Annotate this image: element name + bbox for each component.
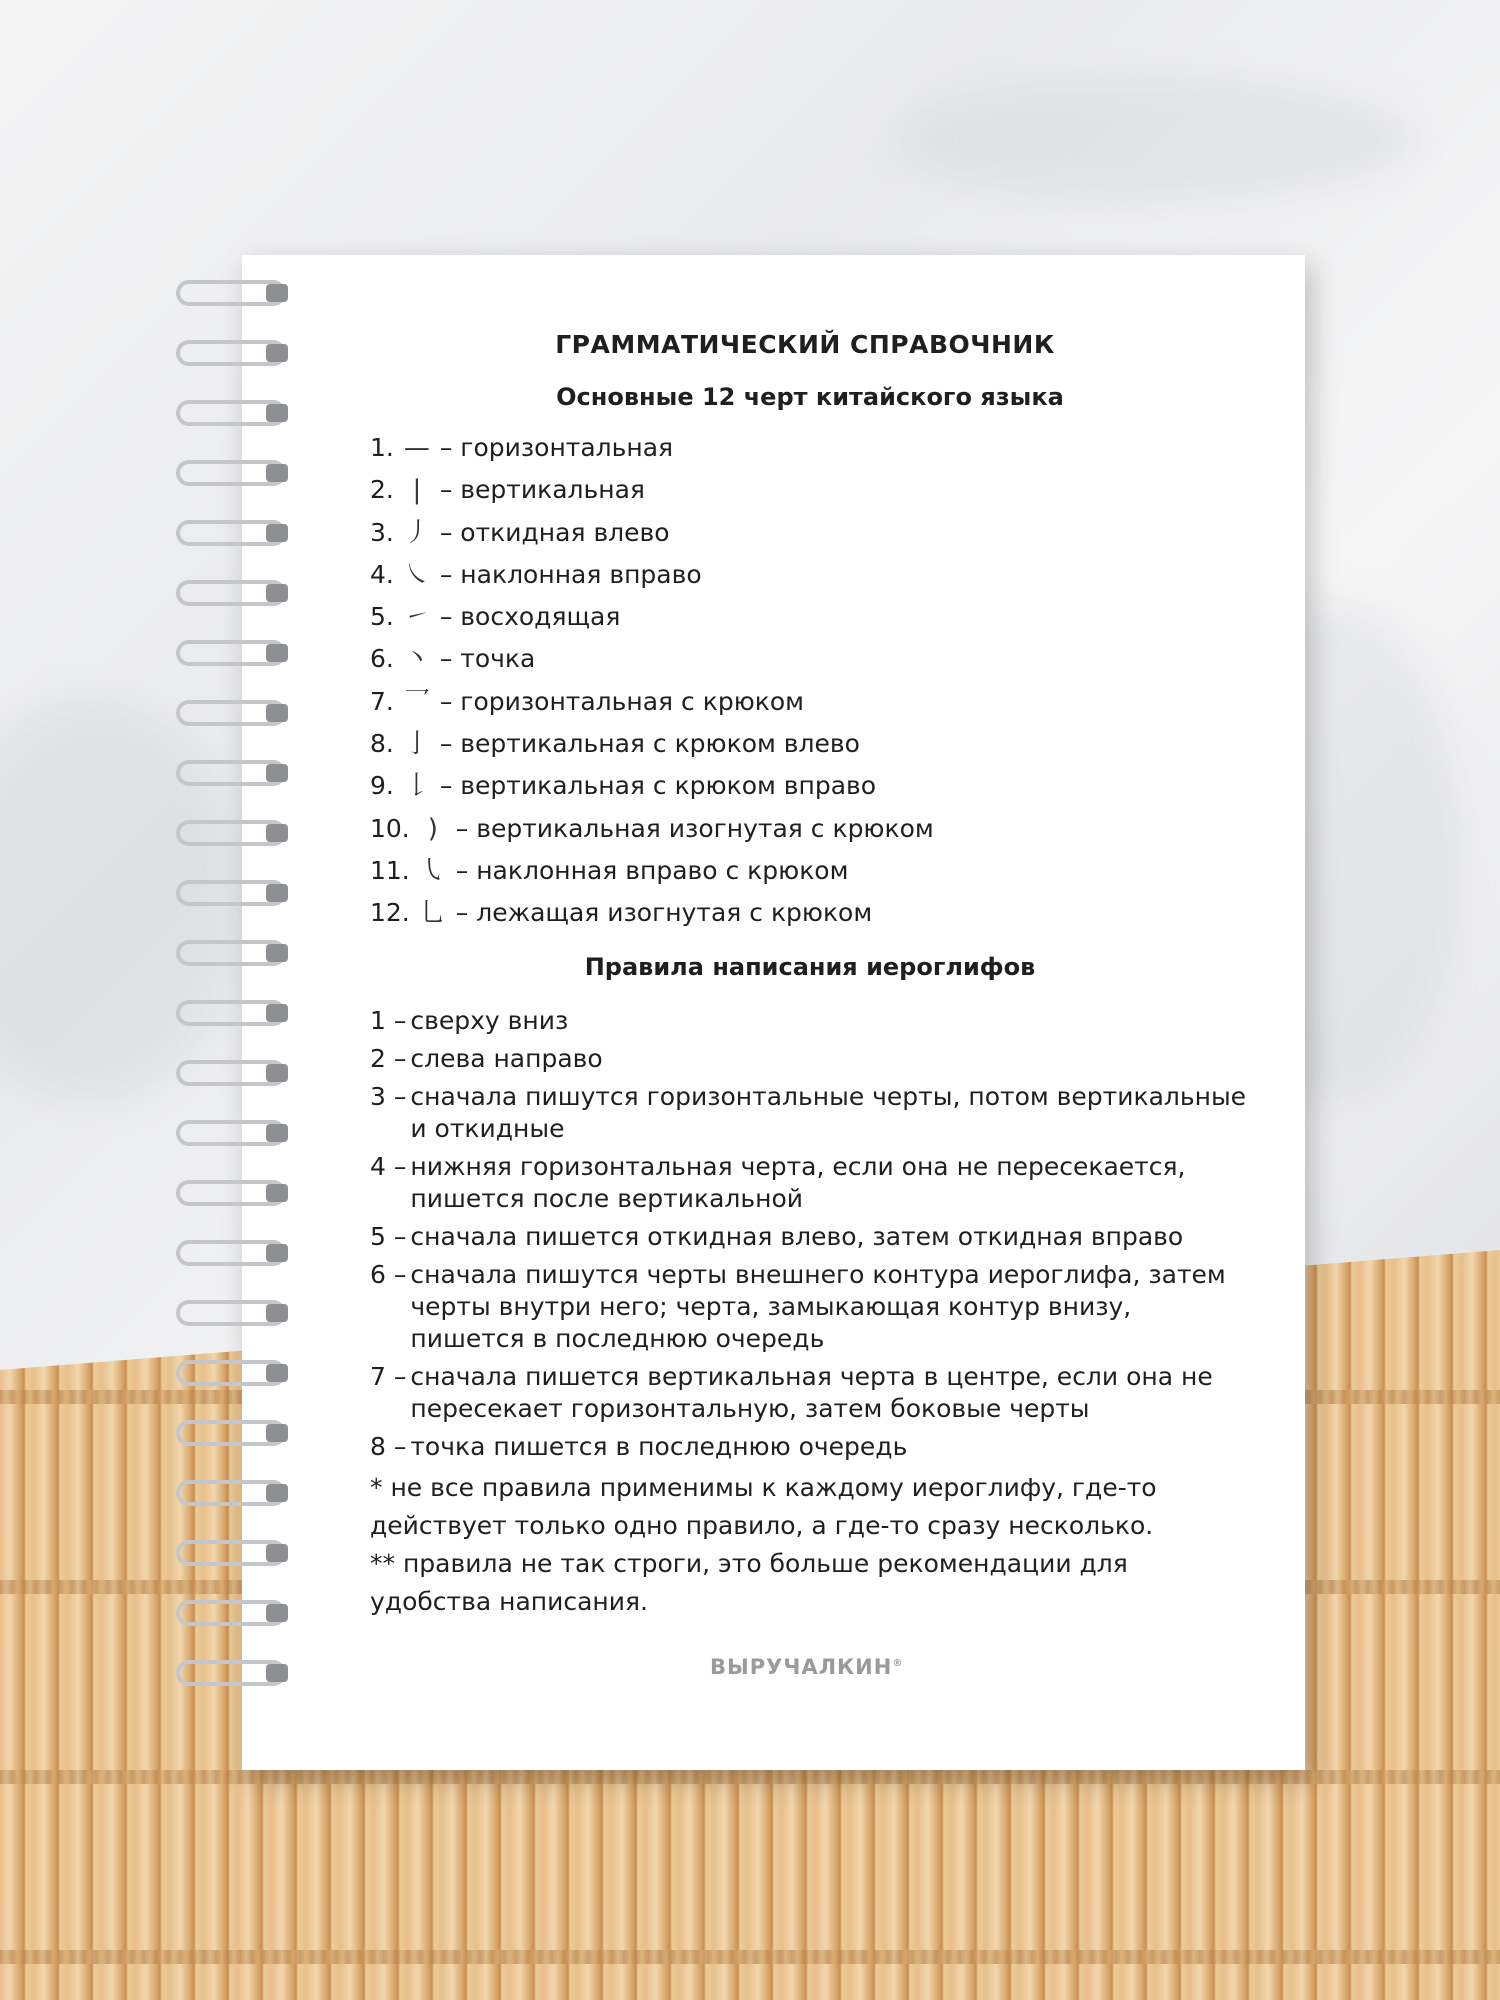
binding-hole	[266, 1124, 288, 1142]
binding-hole	[266, 1484, 288, 1502]
rule-item	[370, 1431, 1250, 1463]
rule-number: 3 –	[370, 1081, 407, 1111]
binding-hole	[266, 1064, 288, 1082]
stroke-item	[370, 808, 1250, 850]
stroke-item	[370, 723, 1250, 765]
binding-hole	[266, 584, 288, 602]
rule-item	[370, 1005, 1250, 1037]
stroke-description: – точка	[439, 644, 536, 674]
stroke-symbol: ㇂	[419, 855, 446, 886]
stroke-description: – вертикальная	[439, 475, 645, 505]
stroke-symbol: 𠄌	[403, 771, 430, 802]
binding-hole	[266, 884, 288, 902]
footnote-1: * не все правила применимы к каждому иероглифу, где-то действует только одно правило, а где-то сразу несколько.	[370, 1472, 1157, 1540]
stroke-number: 6.	[370, 644, 394, 674]
rule-item	[370, 1043, 1250, 1075]
stroke-symbol: 丶	[403, 644, 430, 675]
rule-text: слева направо	[410, 1043, 603, 1073]
stroke-description: – вертикальная с крюком вправо	[439, 771, 877, 801]
binding-hole	[266, 464, 288, 482]
rule-text: точка пишется в последнюю очередь	[410, 1431, 908, 1461]
brand-name: ВЫРУЧАЛКИН	[710, 1655, 893, 1679]
stroke-description: – лежащая изогнутая с крюком	[455, 898, 873, 928]
binding-hole	[266, 1604, 288, 1622]
binding-hole	[266, 344, 288, 362]
rule-text: сначала пишется вертикальная черта в центре, если она не пересекает горизонтальную, затем боковые черты	[410, 1361, 1213, 1423]
stroke-symbol: 亅	[403, 729, 430, 760]
stroke-item	[370, 850, 1250, 892]
rule-item	[370, 1221, 1250, 1253]
brand-logo	[710, 1655, 903, 1679]
rule-number: 8 –	[370, 1431, 407, 1461]
stroke-symbol: 丿	[403, 517, 430, 548]
stroke-item	[370, 638, 1250, 680]
stroke-item	[370, 681, 1250, 723]
rules-list	[370, 1005, 1250, 1463]
rule-item	[370, 1361, 1250, 1425]
rule-text: сначала пишутся черты внешнего контура иероглифа, затем черты внутри него; черта, замыкающая контур внизу, пишется в последнюю очередь	[410, 1259, 1226, 1353]
stroke-description: – горизонтальная с крюком	[439, 686, 804, 716]
rule-text: сначала пишется откидная влево, затем откидная вправо	[410, 1221, 1184, 1251]
rule-number: 4 –	[370, 1151, 407, 1181]
stroke-number: 2.	[370, 475, 394, 505]
stroke-item	[370, 427, 1250, 469]
spiral-binding	[176, 280, 291, 1740]
mat-thread	[0, 1770, 1500, 1784]
binding-hole	[266, 404, 288, 422]
rule-number: 7 –	[370, 1361, 407, 1391]
stroke-symbol: ㇏	[403, 559, 430, 590]
rule-number: 2 –	[370, 1043, 407, 1073]
mat-thread	[0, 1950, 1500, 1964]
rule-item	[370, 1081, 1250, 1145]
stroke-symbol: 乛	[403, 686, 430, 717]
stroke-description: – наклонная вправо	[439, 559, 702, 589]
stroke-item	[370, 469, 1250, 511]
rule-text: сверху вниз	[410, 1005, 569, 1035]
binding-hole	[266, 1004, 288, 1022]
stroke-description: – вертикальная изогнутая с крюком	[455, 813, 934, 843]
stroke-symbol: ㇀	[403, 602, 430, 633]
stroke-number: 4.	[370, 559, 394, 589]
stroke-symbol: |	[412, 475, 422, 506]
stroke-symbol: 乚	[419, 898, 446, 929]
stroke-number: 1.	[370, 433, 394, 462]
page-content	[370, 330, 1250, 1621]
stroke-number: 8.	[370, 729, 394, 759]
binding-hole	[266, 1544, 288, 1562]
stroke-number: 7.	[370, 686, 394, 716]
rule-item	[370, 1259, 1250, 1355]
strokes-heading: Основные 12 черт китайского языка	[556, 383, 1064, 411]
rule-number: 1 –	[370, 1005, 407, 1035]
registered-mark: ®	[892, 1658, 904, 1669]
stroke-description: – откидная влево	[439, 517, 670, 547]
binding-hole	[266, 1664, 288, 1682]
rules-heading: Правила написания иероглифов	[584, 952, 1036, 981]
binding-hole	[266, 284, 288, 302]
stroke-description: – наклонная вправо с крюком	[455, 855, 849, 885]
binding-hole	[266, 524, 288, 542]
binding-hole	[266, 644, 288, 662]
rule-number: 5 –	[370, 1221, 407, 1251]
marble-vein	[900, 80, 1420, 200]
stroke-symbol: —	[403, 433, 430, 463]
stroke-description: – вертикальная с крюком влево	[439, 729, 860, 759]
binding-hole	[266, 1364, 288, 1382]
binding-hole	[266, 764, 288, 782]
stroke-number: 5.	[370, 602, 394, 632]
stroke-number: 11.	[370, 855, 410, 885]
rule-number: 6 –	[370, 1259, 407, 1289]
binding-hole	[266, 1244, 288, 1262]
page-title: ГРАММАТИЧЕСКИЙ СПРАВОЧНИК	[555, 330, 1055, 359]
stroke-item	[370, 892, 1250, 934]
stroke-item	[370, 554, 1250, 596]
stroke-description: – восходящая	[439, 602, 621, 632]
stroke-symbol: )	[427, 813, 438, 844]
stroke-item	[370, 512, 1250, 554]
binding-hole	[266, 1304, 288, 1322]
stroke-description: – горизонтальная	[439, 433, 674, 462]
binding-hole	[266, 1184, 288, 1202]
strokes-list	[370, 427, 1250, 935]
binding-hole	[266, 704, 288, 722]
rule-text: нижняя горизонтальная черта, если она не пересекается, пишется после вертикальной	[410, 1151, 1186, 1213]
binding-hole	[266, 824, 288, 842]
binding-hole	[266, 944, 288, 962]
stroke-item	[370, 596, 1250, 638]
stroke-number: 10.	[370, 813, 410, 843]
footnote-2: ** правила не так строги, это больше рекомендации для удобства написания.	[370, 1548, 1128, 1616]
stroke-number: 12.	[370, 898, 410, 928]
stroke-number: 9.	[370, 771, 394, 801]
binding-hole	[266, 1424, 288, 1442]
stroke-number: 3.	[370, 517, 394, 547]
stroke-item	[370, 765, 1250, 807]
rule-text: сначала пишутся горизонтальные черты, потом вертикальные и откидные	[410, 1081, 1247, 1143]
rule-item	[370, 1151, 1250, 1215]
